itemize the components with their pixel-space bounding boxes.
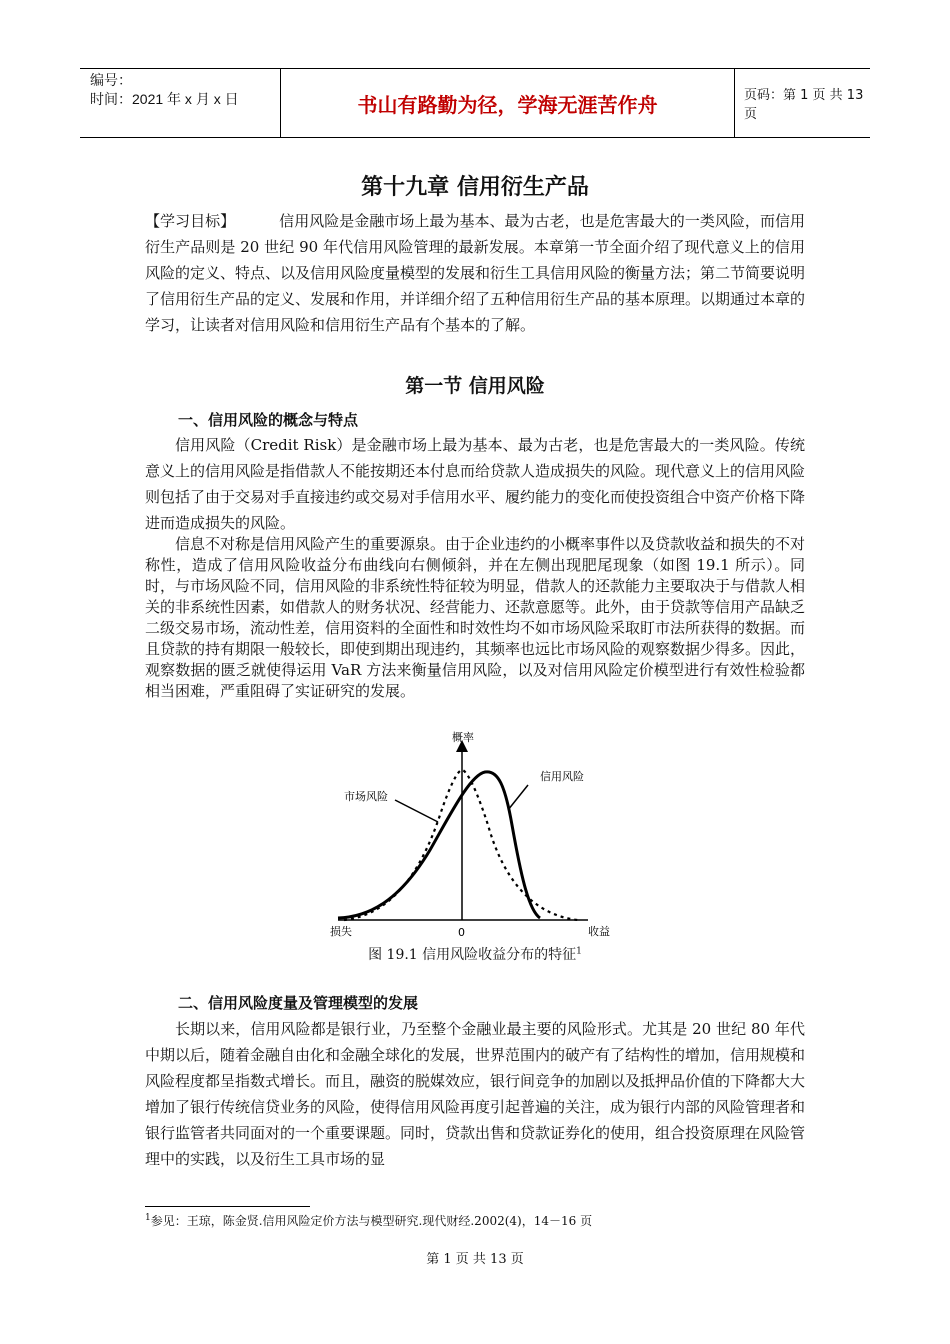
page-header	[80, 68, 870, 138]
figure-caption	[0, 944, 950, 964]
footnote-mark: 1	[145, 1213, 151, 1223]
objectives-text: 信用风险是金融市场上最为基本、最为古老，也是危害最大的一类风险，而信用衍生产品则是 20 世纪 90 年代信用风险管理的最新发展。本章第一节全面介绍了现代意义上的信用风险的定义、特点、以及信用风险度量模型的发展和衍生工具信用风险的衡量方法；第二节简要说明了信用衍生产品的定义、发展和作用，并详细介绍了五种信用衍生产品的基本原理。以期通过本章的学习，让读者对信用风险和信用衍生产品有个基本的了解。	[145, 212, 806, 334]
header-motto: 书山有路勤为径，学海无涯苦作舟	[280, 69, 735, 137]
market-risk-label: 市场风险	[344, 790, 388, 803]
time-label: 时间：2021 年 x 月 x 日	[90, 91, 239, 107]
y-axis-label: 概率	[452, 731, 474, 744]
header-meta	[80, 69, 280, 137]
distribution-chart	[330, 725, 620, 940]
page-footer: 第 1 页 共 13 页	[426, 1252, 524, 1267]
header-page-info: 页码：第 1 页 共 13 页	[744, 88, 864, 122]
caption-footnote-mark: 1	[576, 946, 582, 957]
footnote-text: 参见：王琼，陈金贤.信用风险定价方法与模型研究.现代财经.2002(4)，14－16 页	[150, 1214, 593, 1228]
section-title: 第一节 信用风险	[405, 375, 545, 397]
subsection-title-2: 二、信用风险度量及管理模型的发展	[178, 994, 419, 1012]
number-label: 编号：	[90, 72, 132, 88]
objectives-label: 【学习目标】	[145, 212, 236, 230]
zero-label: 0	[458, 926, 465, 939]
credit-risk-label: 信用风险	[540, 770, 584, 783]
paragraph-3: 长期以来，信用风险都是银行业，乃至整个金融业最主要的风险形式。尤其是 20 世纪 80 年代中期以后，随着金融自由化和金融全球化的发展，世界范围内的破产有了结构性的增加，信用规模和风险程度都呈指数式增长。而且，融资的脱媒效应，银行间竞争的加剧以及抵押品价值的下降都大大增加了银行传统信贷业务的风险，使得信用风险再度引起普遍的关注，成为银行内部的风险管理者和银行监管者共同面对的一个重要课题。同时，贷款出售和贷款证券化的使用，组合投资原理在风险管理中的实践，以及衍生工具市场的显	[145, 1020, 806, 1168]
caption-text: 图 19.1 信用风险收益分布的特征	[368, 947, 577, 963]
chapter-title: 第十九章 信用衍生产品	[361, 175, 589, 200]
credit-pointer	[508, 785, 528, 810]
footnote	[145, 1212, 592, 1229]
objectives-paragraph	[145, 208, 805, 338]
gain-label: 收益	[588, 925, 610, 938]
footnote-separator	[145, 1206, 310, 1207]
subsection-title-1: 一、信用风险的概念与特点	[178, 411, 359, 429]
loss-label: 损失	[330, 925, 352, 938]
market-pointer	[395, 800, 438, 822]
paragraph-1: 信用风险（Credit Risk）是金融市场上最为基本、最为古老，也是危害最大的一类风险。传统意义上的信用风险是指借款人不能按期还本付息而给贷款人造成损失的风险。现代意义上的信用风险则包括了由于交易对手直接违约或交易对手信用水平、履约能力的变化而使投资组合中资产价格下降进而造成损失的风险。	[145, 436, 806, 532]
paragraph-2: 信息不对称是信用风险产生的重要源泉。由于企业违约的小概率事件以及贷款收益和损失的不对称性，造成了信用风险收益分布曲线向右侧倾斜，并在左侧出现肥尾现象（如图 19.1 所示）。同时，与市场风险不同，信用风险的非系统性特征较为明显，借款人的还款能力主要取决于与借款人相关的非系统性因素，如借款人的财务状况、经营能力、还款意愿等。此外，由于贷款等信用产品缺乏二级交易市场，流动性差，信用资料的全面性和时效性均不如市场风险采取盯市法所获得的数据。而且贷款的持有期限一般较长，即使到期出现违约，其频率也远比市场风险的观察数据少得多。因此，观察数据的匮乏就使得运用 VaR 方法来衡量信用风险，以及对信用风险定价模型进行有效性检验都相当困难，严重阻碍了实证研究的发展。	[145, 535, 806, 700]
risk-distribution-figure	[330, 725, 620, 940]
